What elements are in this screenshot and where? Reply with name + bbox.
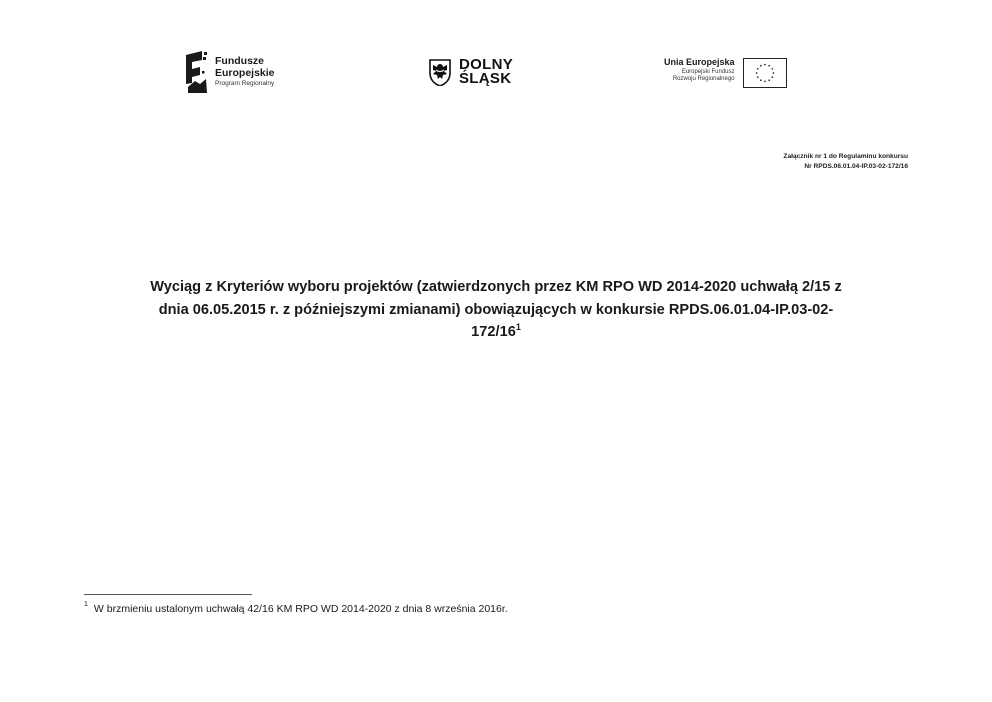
logo-dolny-slask [429,58,513,87]
eu-star-icon [771,76,773,78]
logo-fe-line1: Fundusze [215,55,264,68]
eu-star-icon [756,76,758,78]
logo-ds-line1: DOLNY [459,56,513,73]
annex-line2: Nr RPDS.06.01.04-IP.03-02-172/16 [804,162,908,170]
eu-flag-icon [743,58,787,88]
annex-line1: Załącznik nr 1 do Regulaminu konkursu [783,153,908,160]
eu-star-icon [764,64,766,66]
logo-ds-line2: ŚLĄSK [459,70,512,88]
eu-star-icon [771,68,773,70]
eu-star-icon [759,79,761,81]
logo-ue-line2: Europejski Fundusz [681,69,735,76]
footnote-divider [84,594,252,595]
eu-star-icon [756,68,758,70]
eu-star-icon [755,72,757,74]
title-line1: Wyciąg z Kryteriów wyboru projektów (zatwierdzonych przez KM RPO WD 2014-2020 uchwałą 2/15 z [150,279,842,295]
title-line3-text: 172/16 [471,324,516,341]
footnote [84,603,508,615]
eagle-crest-icon [429,58,451,86]
logo-fe-line3: Program Regionalny [215,80,275,88]
annex-reference [783,152,908,172]
eu-star-icon [764,81,766,83]
title-line2: dnia 06.05.2015 r. z późniejszymi zmianami) obowiązujących w konkursie RPDS.06.01.04-IP.03-02- [158,301,834,318]
eu-star-icon [759,65,761,67]
footnote-reference[interactable]: 1 [515,322,521,333]
logo-ue-line3: Rozwoju Regionalnego [672,75,735,82]
footnote-text: W brzmieniu ustalonym uchwałą 42/16 KM RPO WD 2014-2020 z dnia 8 września 2016r. [93,603,508,615]
document-title [94,276,898,344]
logo-fundusze-europejskie [186,51,275,93]
eu-star-icon [768,65,770,67]
title-line3 [94,321,898,344]
logo-ue-line1: Unia Europejska [664,57,735,67]
eu-star-icon [772,72,774,74]
fundusze-europejskie-icon [186,51,208,93]
logo-unia-europejska [664,58,787,88]
eu-star-icon [768,79,770,81]
logo-fe-line2: Europejskie [215,66,275,79]
footnote-number: 1 [84,601,88,608]
